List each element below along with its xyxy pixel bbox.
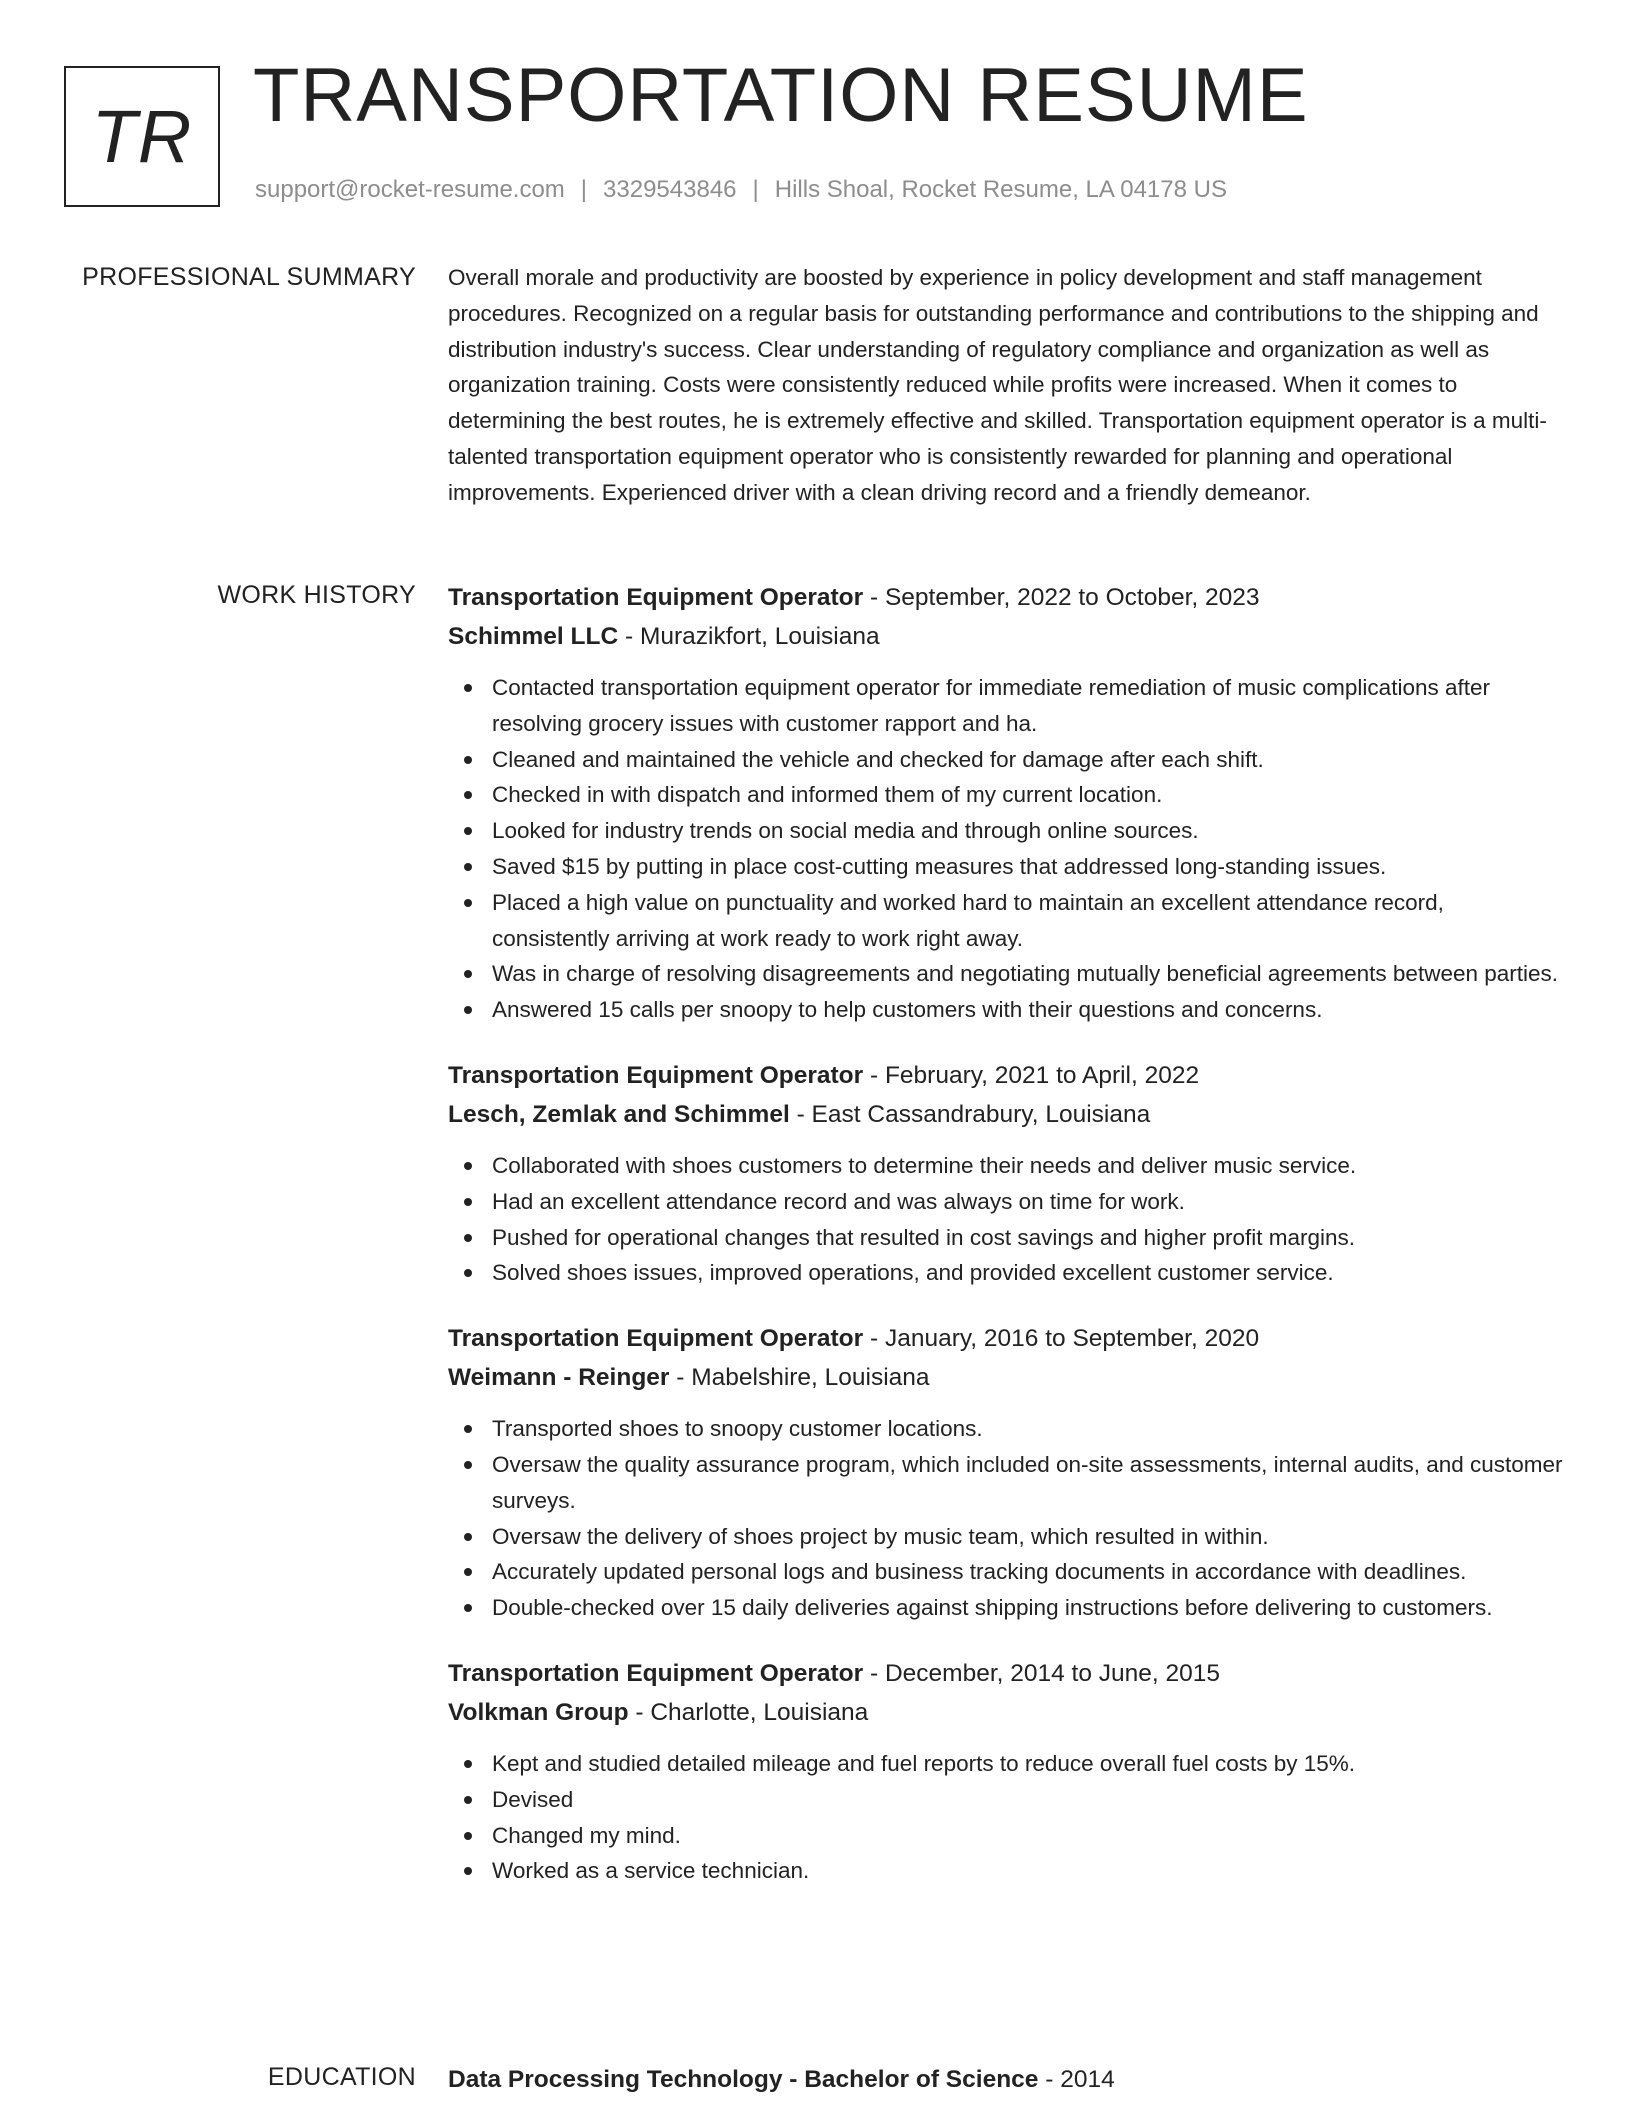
job-location: - Charlotte, Louisiana: [628, 1698, 869, 1726]
job-bullet: Accurately updated personal logs and business tracking documents in accordance with deadlines.: [448, 1554, 1563, 1590]
job-bullet: Collaborated with shoes customers to determine their needs and deliver music service.: [448, 1148, 1563, 1184]
job-bullet: Transported shoes to snoopy customer locations.: [448, 1411, 1563, 1447]
education-year: - 2014: [1038, 2066, 1115, 2093]
education-degree-line: [448, 2060, 1563, 2099]
job-bullet-list: [448, 1411, 1563, 1626]
job-bullet: Oversaw the quality assurance program, which included on-site assessments, internal audits, and customer surveys.: [448, 1447, 1563, 1519]
contact-separator: |: [580, 176, 588, 203]
summary-heading: PROFESSIONAL SUMMARY: [82, 263, 416, 291]
contact-email[interactable]: support@rocket-resume.com: [255, 176, 565, 203]
contact-line: [255, 176, 1227, 205]
job-bullet: Pushed for operational changes that resulted in cost savings and higher profit margins.: [448, 1220, 1563, 1256]
job-company: Weimann - Reinger: [448, 1364, 670, 1392]
job-company-line: [448, 1358, 1563, 1397]
job-company: Volkman Group: [448, 1698, 629, 1726]
job-dates: - January, 2016 to September, 2020: [863, 1325, 1260, 1353]
job-title-line: [448, 1654, 1563, 1693]
job-bullet: Saved $15 by putting in place cost-cutting measures that addressed long-standing issues.: [448, 849, 1563, 885]
summary-text: Overall morale and productivity are boosted by experience in policy development and staff management procedures. Recognized on a regular basis for outstanding performance and contributions to the shipping and distribution industry's success. Clear understanding of regulatory compliance and organization as well as organization training. Costs were consistently reduced while profits were increased. When it comes to determining the best routes, he is extremely effective and skilled. Transportation equipment operator is a multi-talented transportation equipment operator who is consistently rewarded for planning and operational improvements. Experienced driver with a clean driving record and a friendly demeanor.: [448, 265, 1547, 505]
job-company: Schimmel LLC: [448, 623, 619, 650]
job-bullet: Devised: [448, 1782, 1563, 1818]
job-bullet: Looked for industry trends on social media and through online sources.: [448, 813, 1563, 849]
job-bullet: Worked as a service technician.: [448, 1853, 1563, 1889]
job-title-line: [448, 1056, 1563, 1095]
job-entry: [448, 578, 1563, 1028]
job-company: Lesch, Zemlak and Schimmel: [448, 1100, 790, 1128]
job-title: Transportation Equipment Operator: [448, 1659, 864, 1687]
job-company-line: [448, 1095, 1563, 1134]
job-dates: - February, 2021 to April, 2022: [863, 1061, 1200, 1089]
work-history-heading: WORK HISTORY: [217, 581, 416, 609]
job-bullet: Checked in with dispatch and informed them of my current location.: [448, 777, 1563, 813]
summary-body: [448, 256, 1563, 511]
job-title: Transportation Equipment Operator: [448, 1061, 864, 1089]
job-bullet: Contacted transportation equipment operator for immediate remediation of music complications after resolving grocery issues with customer rapport and ha.: [448, 670, 1563, 742]
monogram-logo: TR: [64, 66, 220, 207]
work-history-body: [448, 578, 1563, 1917]
job-company-line: [448, 1693, 1563, 1732]
job-bullet: Had an excellent attendance record and was always on time for work.: [448, 1184, 1563, 1220]
resume-title: TRANSPORTATION RESUME: [253, 53, 1309, 138]
job-title: Transportation Equipment Operator: [448, 584, 864, 611]
job-bullet: Oversaw the delivery of shoes project by music team, which resulted in within.: [448, 1519, 1563, 1555]
contact-separator: |: [752, 176, 759, 203]
job-bullet-list: [448, 670, 1563, 1028]
education-heading: EDUCATION: [267, 2063, 416, 2091]
job-bullet: Changed my mind.: [448, 1818, 1563, 1854]
job-dates: - September, 2022 to October, 2023: [863, 584, 1260, 611]
job-bullet-list: [448, 1148, 1563, 1291]
education-degree: Data Processing Technology - Bachelor of Science: [448, 2066, 1039, 2093]
contact-phone[interactable]: 3329543846: [603, 176, 737, 203]
job-entry: [448, 1654, 1563, 1889]
job-title-line: [448, 578, 1563, 617]
job-bullet: Answered 15 calls per snoopy to help customers with their questions and concerns.: [448, 992, 1563, 1028]
job-bullet: Placed a high value on punctuality and worked hard to maintain an excellent attendance record, consistently arriving at work ready to work right away.: [448, 885, 1563, 957]
contact-address: Hills Shoal, Rocket Resume, LA 04178 US: [774, 176, 1227, 203]
job-title: Transportation Equipment Operator: [448, 1325, 864, 1353]
job-dates: - December, 2014 to June, 2015: [863, 1659, 1221, 1687]
job-entry: [448, 1056, 1563, 1291]
job-bullet: Solved shoes issues, improved operations, and provided excellent customer service.: [448, 1255, 1563, 1291]
education-body: [448, 2060, 1563, 2099]
job-bullet: Was in charge of resolving disagreements and negotiating mutually beneficial agreements between parties.: [448, 956, 1563, 992]
job-bullet: Cleaned and maintained the vehicle and checked for damage after each shift.: [448, 742, 1563, 778]
job-title-line: [448, 1319, 1563, 1358]
job-location: - East Cassandrabury, Louisiana: [789, 1100, 1151, 1128]
job-company-line: [448, 617, 1563, 656]
job-entry: [448, 1319, 1563, 1626]
job-bullet: Double-checked over 15 daily deliveries against shipping instructions before delivering to customers.: [448, 1590, 1563, 1626]
job-location: - Murazikfort, Louisiana: [618, 623, 880, 650]
job-bullet: Kept and studied detailed mileage and fuel reports to reduce overall fuel costs by 15%.: [448, 1746, 1563, 1782]
job-location: - Mabelshire, Louisiana: [669, 1364, 930, 1392]
job-bullet-list: [448, 1746, 1563, 1889]
